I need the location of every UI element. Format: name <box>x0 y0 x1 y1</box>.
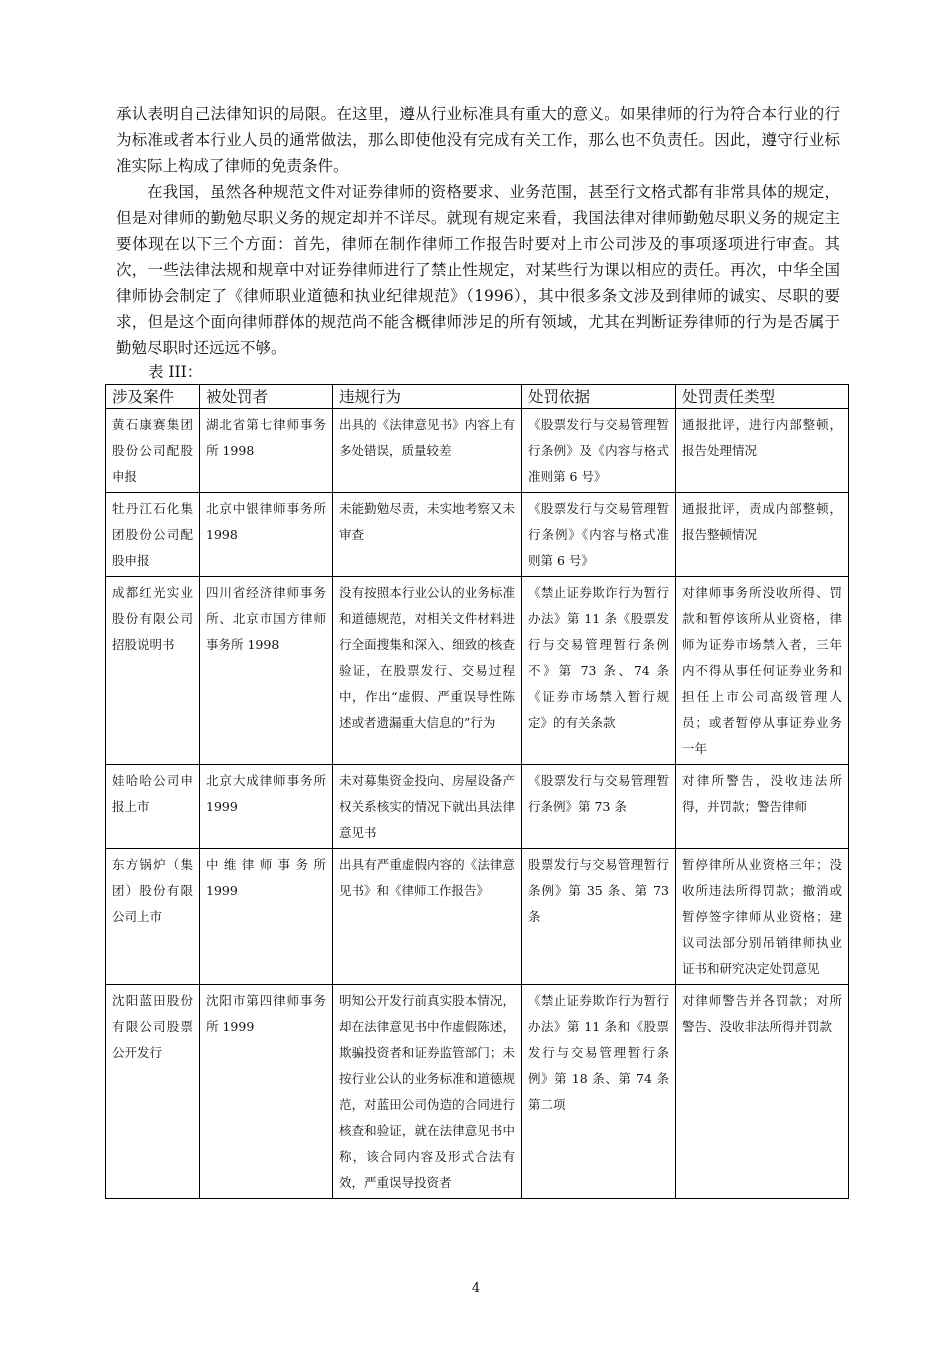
cell-violation: 未能勤勉尽责，未实地考察又未审查 <box>333 493 522 577</box>
table-row <box>106 493 849 577</box>
cell-punished-party: 沈阳市第四律师事务所 1999 <box>200 985 333 1199</box>
header-penalty-type: 处罚责任类型 <box>676 385 849 409</box>
cell-legal-basis: 《股票发行与交易管理暂行条例》第 73 条 <box>522 765 676 849</box>
cell-violation: 未对募集资金投向、房屋设备产权关系核实的情况下就出具法律意见书 <box>333 765 522 849</box>
cell-case: 牡丹江石化集团股份公司配股申报 <box>106 493 200 577</box>
table-caption: 表 III： <box>148 363 203 381</box>
cell-case: 东方锅炉（集团）股份有限公司上市 <box>106 849 200 985</box>
paragraph-1: 承认表明自己法律知识的局限。在这里，遵从行业标准具有重大的意义。如果律师的行为符合本行业的行为标准或者本行业人员的通常做法，那么即使他没有完成有关工作，那么也不负责任。因此，遵守行业标准实际上构成了律师的免责条件。 <box>116 105 840 175</box>
paragraph-2: 在我国，虽然各种规范文件对证券律师的资格要求、业务范围，甚至行文格式都有非常具体的规定，但是对律师的勤勉尽职义务的规定却并不详尽。就现有规定来看，我国法律对律师勤勉尽职义务的规定主要体现在以下三个方面：首先，律师在制作律师工作报告时要对上市公司涉及的事项逐项进行审查。其次，一些法律法规和规章中对证券律师进行了禁止性规定，对某些行为课以相应的责任。再次，中华全国律师协会制定了《律师职业道德和执业纪律规范》（1996），其中很多条文涉及到律师的诚实、尽职的要求，但是这个面向律师群体的规范尚不能含概律师涉足的所有领域，尤其在判断证券律师的行为是否属于勤勉尽职时还远远不够。 <box>116 183 840 357</box>
cell-legal-basis: 股票发行与交易管理暂行条例》第 35 条、第 73 条 <box>522 849 676 985</box>
cell-case: 成都红光实业股份有限公司招股说明书 <box>106 577 200 765</box>
header-case: 涉及案件 <box>106 385 200 409</box>
table-row <box>106 409 849 493</box>
table-row <box>106 849 849 985</box>
cell-case: 黄石康赛集团股份公司配股申报 <box>106 409 200 493</box>
cell-case: 沈阳蓝田股份有限公司股票公开发行 <box>106 985 200 1199</box>
header-punished-party: 被处罚者 <box>200 385 333 409</box>
cell-violation: 出具有严重虚假内容的《法律意见书》和《律师工作报告》 <box>333 849 522 985</box>
cell-penalty-type: 暂停律所从业资格三年；没收所违法所得罚款；撤消或暂停签字律师从业资格；建议司法部分别吊销律师执业证书和研究决定处罚意见 <box>676 849 849 985</box>
cell-punished-party: 中维律师事务所 1999 <box>200 849 333 985</box>
table-row <box>106 985 849 1199</box>
body-text <box>116 101 840 361</box>
table-row <box>106 577 849 765</box>
cell-violation: 明知公开发行前真实股本情况，却在法律意见书中作虚假陈述，欺骗投资者和证券监管部门；未按行业公认的业务标准和道德规范，对蓝田公司伪造的合同进行核查和验证，就在法律意见书中称，该合同内容及形式合法有效，严重误导投资者 <box>333 985 522 1199</box>
page-number: 4 <box>471 1281 481 1296</box>
cell-penalty-type: 对律师事务所没收所得、罚款和暂停该所从业资格，律师为证券市场禁入者，三年内不得从事任何证券业务和担任上市公司高级管理人员；或者暂停从事证券业务一年 <box>676 577 849 765</box>
cell-legal-basis: 《股票发行与交易管理暂行条例》《内容与格式准则第 6 号》 <box>522 493 676 577</box>
cell-legal-basis: 《股票发行与交易管理暂行条例》及《内容与格式准则第 6 号》 <box>522 409 676 493</box>
cell-violation: 出具的《法律意见书》内容上有多处错误，质量较差 <box>333 409 522 493</box>
header-violation: 违规行为 <box>333 385 522 409</box>
cell-legal-basis: 《禁止证券欺诈行为暂行办法》第 11 条《股票发行与交易管理暂行条例不》第 73 条、74 条《证券市场禁入暂行规定》的有关条款 <box>522 577 676 765</box>
cell-case: 娃哈哈公司申报上市 <box>106 765 200 849</box>
cell-penalty-type: 通报批评，进行内部整顿，报告处理情况 <box>676 409 849 493</box>
cell-punished-party: 四川省经济律师事务所、北京市国方律师事务所 1998 <box>200 577 333 765</box>
cell-violation: 没有按照本行业公认的业务标准和道德规范，对相关文件材料进行全面搜集和深入、细致的核查验证，在股票发行、交易过程中，作出“虚假、严重误导性陈述或者遗漏重大信息的”行为 <box>333 577 522 765</box>
cell-legal-basis: 《禁止证券欺诈行为暂行办法》第 11 条和《股票发行与交易管理暂行条例》第 18 条、第 74 条第二项 <box>522 985 676 1199</box>
table-header-row <box>106 385 849 409</box>
cell-punished-party: 北京中银律师事务所 1998 <box>200 493 333 577</box>
header-legal-basis: 处罚依据 <box>522 385 676 409</box>
cell-penalty-type: 对律所警告，没收违法所得，并罚款；警告律师 <box>676 765 849 849</box>
cell-penalty-type: 对律师警告并各罚款；对所警告、没收非法所得并罚款 <box>676 985 849 1199</box>
penalty-cases-table <box>105 384 849 1199</box>
cell-punished-party: 北京大成律师事务所 1999 <box>200 765 333 849</box>
cell-punished-party: 湖北省第七律师事务所 1998 <box>200 409 333 493</box>
cell-penalty-type: 通报批评，责成内部整顿，报告整顿情况 <box>676 493 849 577</box>
table-row <box>106 765 849 849</box>
